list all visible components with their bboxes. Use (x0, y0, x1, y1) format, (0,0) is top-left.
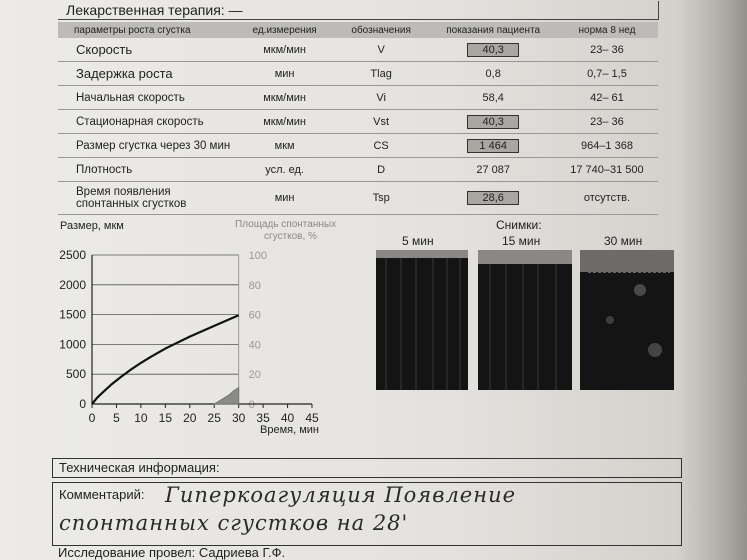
param-name: Размер сгустка через 30 мин (58, 134, 237, 158)
y-tick-label: 1000 (59, 337, 86, 352)
param-value-highlight: 40,3 (467, 115, 519, 129)
table-row (58, 134, 658, 158)
param-symbol: CS (332, 134, 431, 158)
y2-tick-label: 20 (248, 369, 261, 382)
y2-tick-label: 80 (248, 279, 261, 292)
y-axis-label: Размер, мкм (60, 220, 124, 232)
x-tick-label: 20 (183, 411, 197, 425)
param-symbol: Tsp (332, 182, 431, 215)
y-tick-label: 2500 (59, 248, 86, 262)
parameters-table (58, 22, 658, 215)
table-row (58, 38, 658, 62)
param-norm: 23– 36 (556, 110, 658, 134)
param-symbol: V (332, 38, 431, 62)
param-name: Плотность (58, 158, 237, 182)
param-norm: 964–1 368 (556, 134, 658, 158)
x-tick-label: 45 (305, 411, 319, 425)
handwritten-comment-line2: спонтанных сгустков на 28' (59, 511, 409, 535)
clot-growth-chart (40, 215, 360, 445)
x-tick-label: 35 (256, 411, 270, 425)
param-name: Стационарная скорость (58, 110, 237, 134)
technical-info (52, 458, 682, 478)
param-value: 58,4 (430, 86, 555, 110)
handwritten-comment-line1: Гиперкоагуляция Появление (165, 483, 517, 507)
table-row (58, 62, 658, 86)
table-row (58, 158, 658, 182)
x-tick-label: 10 (134, 411, 148, 425)
param-symbol: Vi (332, 86, 431, 110)
param-name: Скорость (58, 38, 237, 62)
param-symbol: Tlag (332, 62, 431, 86)
param-norm: 17 740–31 500 (556, 158, 658, 182)
param-name: Начальная скорость (58, 86, 237, 110)
col-norm: норма 8 нед (556, 22, 658, 38)
param-norm: 23– 36 (556, 38, 658, 62)
param-value-highlight: 1 464 (467, 139, 519, 153)
x-tick-label: 15 (158, 411, 173, 425)
param-value-highlight: 28,6 (467, 191, 519, 205)
col-param: параметры роста сгустка (58, 22, 237, 38)
table-row (58, 182, 658, 215)
snapshot-label-30: 30 мин (604, 234, 643, 248)
page-shadow (677, 0, 747, 560)
comment-label: Комментарий: (59, 487, 145, 502)
col-unit: ед.измерения (237, 22, 331, 38)
col-value: показания пациента (430, 22, 555, 38)
y2-axis-label: Площадь спонтанных сгустков, % (235, 219, 337, 242)
param-unit: мкм/мин (237, 86, 331, 110)
snapshot-label-5: 5 мин (402, 234, 434, 248)
param-norm: отсутств. (556, 182, 658, 215)
table-row (58, 86, 658, 110)
x-axis-label: Время, мин (260, 424, 319, 436)
param-symbol: D (332, 158, 431, 182)
param-value: 0,8 (430, 62, 555, 86)
snapshot-image-5min (376, 250, 468, 390)
y-tick-label: 1500 (59, 307, 86, 322)
param-norm: 0,7– 1,5 (556, 62, 658, 86)
investigator-line: Исследование провел: Садриева Г.Ф. (58, 545, 286, 560)
param-symbol: Vst (332, 110, 431, 134)
y-tick-label: 0 (79, 397, 86, 411)
therapy-text: Лекарственная терапия: — (66, 2, 243, 18)
param-unit: мкм/мин (237, 110, 331, 134)
table-header-row (58, 22, 658, 38)
table-row (58, 110, 658, 134)
param-unit: мин (237, 62, 331, 86)
param-name: Задержка роста (58, 62, 237, 86)
x-tick-label: 25 (207, 411, 221, 425)
x-tick-label: 5 (113, 411, 120, 425)
param-name: Время появления спонтанных сгустков (58, 182, 237, 215)
param-unit: мин (237, 182, 331, 215)
col-symbol: обозначения (332, 22, 431, 38)
param-unit: усл. ед. (237, 158, 331, 182)
y-tick-label: 2000 (59, 277, 86, 292)
therapy-line (58, 1, 659, 20)
param-value: 27 087 (430, 158, 555, 182)
y-tick-label: 500 (65, 367, 86, 382)
spontaneous-clot-area (214, 388, 238, 404)
snapshots-title: Снимки: (496, 218, 542, 232)
y2-tick-label: 60 (248, 309, 261, 322)
x-tick-label: 0 (88, 411, 96, 425)
technical-info-label: Техническая информация: (59, 460, 220, 475)
param-unit: мкм (237, 134, 331, 158)
snapshot-image-30min (580, 250, 674, 390)
param-unit: мкм/мин (237, 38, 331, 62)
param-value-highlight: 40,3 (467, 43, 519, 57)
y2-tick-label: 100 (248, 250, 268, 262)
clot-size-line (92, 315, 239, 404)
y2-tick-label: 40 (248, 339, 261, 352)
x-tick-label: 40 (280, 411, 295, 425)
snapshot-image-15min (478, 250, 572, 390)
comment-box (52, 482, 682, 546)
y2-tick-label: 0 (248, 399, 255, 411)
x-tick-label: 30 (231, 411, 246, 425)
snapshot-label-15: 15 мин (502, 234, 541, 248)
param-norm: 42– 61 (556, 86, 658, 110)
